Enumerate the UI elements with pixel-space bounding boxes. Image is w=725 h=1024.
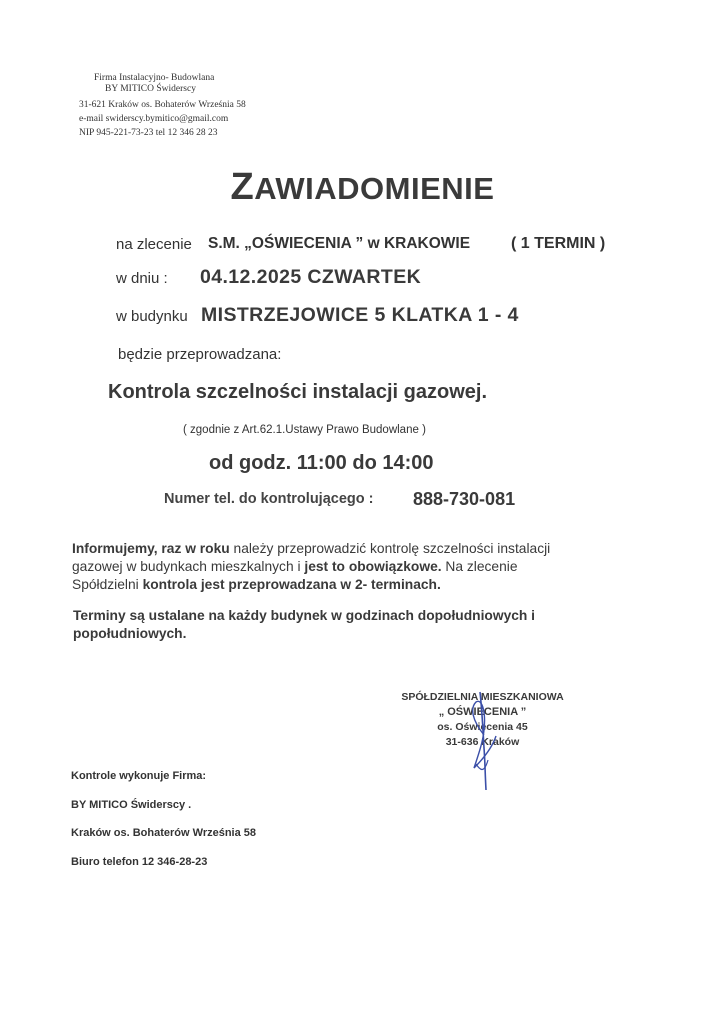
letterhead-nip-tel: NIP 945-221-73-23 tel 12 346 28 23 bbox=[79, 128, 218, 138]
stamp-line4: 31-636 Kraków bbox=[445, 736, 520, 748]
title-first-letter: Z bbox=[230, 166, 255, 208]
paragraph1-line2-b: Na zlecenie bbox=[441, 559, 518, 574]
paragraph1-line1-bold: Informujemy, raz w roku bbox=[72, 541, 230, 556]
paragraph1-line3 bbox=[72, 576, 441, 594]
footer-line3: Kraków os. Bohaterów Września 58 bbox=[71, 827, 257, 839]
letterhead-company-name: BY MITICO Świderscy bbox=[105, 84, 196, 94]
phone-label: Numer tel. do kontrolującego : bbox=[164, 491, 374, 507]
paragraph1-line1 bbox=[72, 540, 550, 558]
stamp-line3: os. Oświecenia 45 bbox=[437, 721, 528, 733]
paragraph1-line2 bbox=[72, 558, 518, 576]
document-title bbox=[0, 166, 725, 209]
legal-basis: ( zgodnie z Art.62.1.Ustawy Prawo Budowlane ) bbox=[183, 424, 426, 436]
date-value: 04.12.2025 CZWARTEK bbox=[200, 266, 422, 288]
paragraph1-line2-a: gazowej w budynkach mieszkalnych i bbox=[72, 559, 305, 574]
building-label: w budynku bbox=[116, 308, 188, 325]
stamp-line2: „ OŚWIECENIA ” bbox=[438, 706, 527, 718]
footer-line1: Kontrole wykonuje Firma: bbox=[71, 770, 207, 782]
paragraph1-line3-bold2: 2- terminach. bbox=[354, 577, 441, 592]
letterhead-company-type: Firma Instalacyjno- Budowlana bbox=[94, 73, 215, 83]
title-rest: AWIADOMIENIE bbox=[254, 171, 495, 206]
order-label: na zlecenie bbox=[116, 236, 192, 253]
letterhead-address: 31-621 Kraków os. Bohaterów Września 58 bbox=[79, 100, 246, 110]
footer-line4: Biuro telefon 12 346-28-23 bbox=[71, 856, 208, 868]
subject-heading: Kontrola szczelności instalacji gazowej. bbox=[108, 381, 487, 403]
paragraph2-line1: Terminy są ustalane na każdy budynek w godzinach dopołudniowych i bbox=[73, 608, 536, 623]
stamp-line1: SPÓŁDZIELNIA MIESZKANIOWA bbox=[401, 691, 564, 703]
order-value: S.M. „OŚWIECENIA ” w KRAKOWIE bbox=[208, 235, 471, 252]
footer-line2: BY MITICO Świderscy . bbox=[71, 799, 192, 811]
paragraph1-line3-bold1: kontrola jest przeprowadzana w bbox=[142, 577, 352, 592]
paragraph1-line2-bold: jest to obowiązkowe. bbox=[304, 559, 442, 574]
paragraph1-line3-a: Spółdzielni bbox=[72, 577, 143, 592]
building-value: MISTRZEJOWICE 5 KLATKA 1 - 4 bbox=[201, 304, 519, 326]
paragraph2-line2: popołudniowych. bbox=[73, 626, 187, 641]
handwritten-signature bbox=[462, 690, 507, 795]
paragraph1-line1-rest: należy przeprowadzić kontrolę szczelności instalacji bbox=[229, 541, 551, 556]
intro-text: będzie przeprowadzana: bbox=[118, 346, 282, 363]
date-label: w dniu : bbox=[116, 270, 168, 287]
order-term: ( 1 TERMIN ) bbox=[511, 235, 606, 252]
letterhead-email: e-mail swiderscy.bymitico@gmail.com bbox=[79, 114, 229, 124]
phone-value: 888-730-081 bbox=[413, 489, 516, 509]
hours: od godz. 11:00 do 14:00 bbox=[209, 452, 434, 474]
